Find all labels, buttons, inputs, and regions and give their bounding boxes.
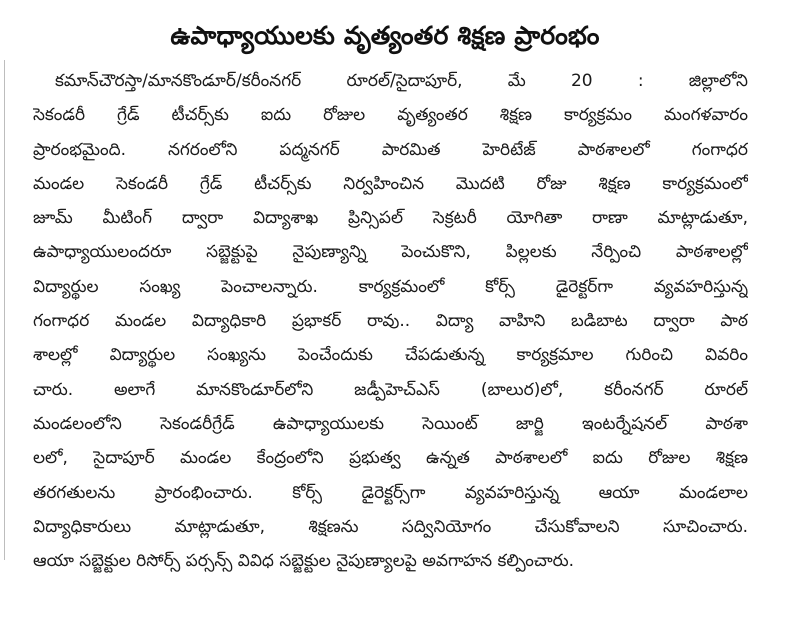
article-line: శాలల్లో విద్యార్థుల సంఖ్యను పెంచేందుకు చేపడుతున్న కార్యక్రమాల గురించి వివరిం bbox=[33, 345, 748, 366]
article-line: మండల సెకండరీ గ్రేడ్ టీచర్స్‌కు నిర్వహించిన మొదటి రోజు శిక్షణ కార్యక్రమంలో bbox=[33, 173, 748, 194]
article-line: మండలంలోని సెకండరీగ్రేడ్ ఉపాధ్యాయులకు సెయింట్ జార్జి ఇంటర్నేషనల్ పాఠశా bbox=[33, 413, 748, 434]
article-line: విద్యాధికారులు మాట్లాడుతూ, శిక్షణను సద్వినియోగం చేసుకోవాలని సూచించారు. bbox=[33, 516, 748, 537]
article-line: లలో, సైదాపూర్ మండల కేంద్రంలోని ప్రభుత్వ ఉన్నత పాఠశాలలో ఐదు రోజుల శిక్షణ bbox=[33, 448, 748, 469]
article-line: కమాన్‌చౌరస్తా/మానకొండూర్/కరీంనగర్ రూరల్/సైదాపూర్, మే 20 : జిల్లాలోని bbox=[55, 71, 748, 91]
article-line: చారు. అలాగే మానకొండూర్‌లోని జడ్పీహెచ్ఎస్ (బాలుర)లో, కరీంనగర్ రూరల్ bbox=[33, 379, 748, 400]
article-line: సెకండరీ గ్రేడ్ టీచర్స్‌కు ఐదు రోజుల వృత్యంతర శిక్షణ కార్యక్రమం మంగళవారం bbox=[33, 105, 748, 126]
article-headline: ఉపాధ్యాయులకు వృత్యంతర శిక్షణ ప్రారంభం bbox=[170, 21, 600, 50]
article-line: జూమ్ మీటింగ్ ద్వారా విద్యాశాఖ ప్రిన్సిపల్ సెక్రటరీ యోగితా రాణా మాట్లాడుతూ, bbox=[33, 208, 748, 229]
article-line: విద్యార్థుల సంఖ్య పెంచాలన్నారు. కార్యక్రమంలో కోర్స్ డైరెక్టర్‌గా వ్యవహరిస్తున్న bbox=[33, 276, 748, 297]
article-line: ఆయా సబ్జెక్టుల రిసోర్స్ పర్సన్స్ వివిధ సబ్జెక్టుల నైపుణ్యాలపై అవగాహన కల్పించారు. bbox=[33, 551, 575, 572]
article-line: ప్రారంభమైంది. నగరంలోని పద్మనగర్ పారమిత హెరిటేజ్ పాఠశాలలో గంగాధర bbox=[33, 139, 748, 160]
article-line: తరగతులను ప్రారంభించారు. కోర్స్ డైరెక్టర్స్‌గా వ్యవహరిస్తున్న ఆయా మండలాల bbox=[33, 482, 748, 503]
article-body bbox=[33, 64, 748, 578]
article-line: ఉపాధ్యాయులందరూ సబ్జెక్టుపై నైపుణ్యాన్ని పెంచుకొని, పిల్లలకు నేర్పించి పాఠశాలల్లో bbox=[33, 242, 748, 263]
article-line: గంగాధర మండల విద్యాధికారి ప్రభాకర్ రావు.. విద్యా వాహిని బడిబాట ద్వారా పాఠ bbox=[33, 311, 748, 332]
column-rule bbox=[4, 60, 5, 560]
